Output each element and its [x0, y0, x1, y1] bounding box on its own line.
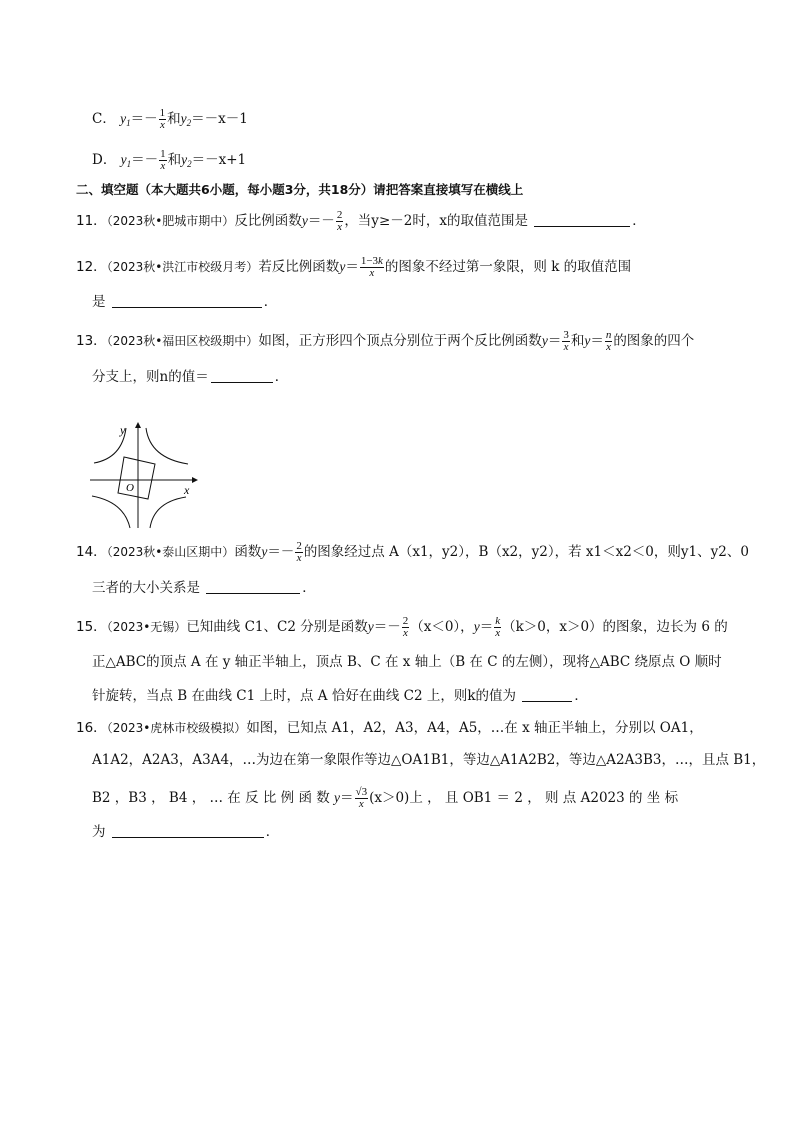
q14-y: y	[261, 544, 268, 559]
q15-fraction-1: $\frac{2}{x}$	[402, 615, 409, 639]
q15-end: ．	[574, 688, 588, 704]
q11-pre: 反比例函数	[234, 213, 302, 229]
y-axis-arrow	[135, 422, 141, 428]
q12-line2: 是	[92, 294, 106, 310]
q12-pre: 若反比例函数	[258, 259, 340, 275]
q16-number: 16．	[76, 720, 107, 736]
q13-source: （2023秋•福田区校级期中）	[106, 334, 259, 348]
option-c-y1: $y_1$	[120, 111, 131, 128]
option-d	[92, 149, 754, 174]
option-d-label: D．	[92, 152, 117, 168]
q13-end: ．	[274, 369, 289, 385]
q16-line4: 为	[92, 824, 106, 840]
section-title: 二、填空题（本大题共6小题，每小题3分，共18分）请把答案直接填写在横线上	[76, 182, 524, 197]
q15-answer-blank[interactable]	[522, 687, 572, 702]
q13-pre: 如图，正方形四个顶点分别位于两个反比例函数	[258, 333, 542, 349]
option-c-fraction: $\frac{1}{x}$	[159, 107, 166, 131]
q16-pre: 如图，已知点 A1，A2，A3，A4，A5，…在 x 轴正半轴上，分别以 OA1，	[246, 720, 703, 736]
q15-cond2: （k＞0，x＞0）的图象，边长为 6 的	[502, 619, 728, 635]
q14-number: 14．	[76, 544, 107, 560]
q16-y: y	[334, 790, 341, 805]
question-11: 11．（2023秋•肥城市期中）反比例函数y＝－ $\frac{2}{x}$ ，当y≥－2时，x的取值范围是 ．	[76, 209, 646, 233]
q13-y2: y	[584, 333, 591, 348]
option-d-y2: $y_2$	[181, 152, 192, 169]
q16-line3a: B2 ，B3 ， B4 ， … 在 反 比 例 函 数	[92, 790, 330, 806]
q13-answer-blank[interactable]	[211, 368, 273, 383]
question-14: 14．（2023秋•泰山区期中）函数y＝－ $\frac{2}{x}$ 的图象经过点 A（x1，y2），B（x2，y2），若 x1＜x2＜0，则y1、y2、0	[76, 540, 749, 564]
q14-end: ．	[302, 580, 316, 596]
q15-y2: y	[473, 619, 480, 634]
x-axis-label: x	[184, 483, 190, 497]
q15-pre: 已知曲线 C1、C2 分别是函数	[186, 619, 368, 635]
q14-line2: 三者的大小关系是	[92, 580, 200, 596]
hyperbola-branch-q3	[92, 496, 130, 528]
q13-y1: y	[541, 333, 548, 348]
q13-and: 和	[570, 333, 585, 349]
q12-y: y	[339, 259, 346, 274]
question-15-line2: 正△ABC的顶点 A 在 y 轴正半轴上，顶点 B、C 在 x 轴上（B 在 C 的左侧），现将△ABC 绕原点 O 顺时	[92, 654, 722, 670]
q11-end: ．	[632, 213, 646, 229]
question-16	[76, 718, 754, 738]
origin-label: O	[126, 482, 134, 494]
q12-answer-blank[interactable]	[112, 293, 262, 308]
q16-source: （2023•虎林市校级模拟）	[106, 721, 247, 735]
question-14-line2	[92, 578, 754, 598]
option-c-and: 和	[167, 111, 181, 127]
q11-y: y	[301, 213, 308, 228]
q11-answer-blank[interactable]	[534, 212, 630, 227]
hyperbola-branch-q4	[150, 497, 186, 528]
option-d-eq1: ＝－	[131, 152, 159, 168]
q11-source: （2023秋•肥城市期中）	[106, 214, 235, 228]
q16-answer-blank[interactable]	[112, 823, 264, 838]
q11-mid: ，当y≥－2时，x的取值范围是	[344, 213, 528, 229]
q15-source: （2023•无锡）	[106, 620, 187, 634]
q16-end: ．	[265, 824, 280, 840]
q15-cond1: （x＜0），	[410, 619, 474, 635]
question-16-line2: A1A2，A2A3，A3A4，…为边在第一象限作等边△OA1B1，等边△A1A2B2，等边△A2A3B3，…，且点 B1，	[92, 752, 766, 768]
q12-mid: 的图象不经过第一象限，则 k 的取值范围	[384, 259, 632, 275]
question-16-line3: B2 ，B3 ， B4 ， … 在 反 比 例 函 数 y＝ $\frac{√3}{x}$ (x＞0)上 ， 且 OB1 ＝ 2 ， 则 点 A2023 的 坐 标	[92, 786, 679, 810]
option-c-rhs2: ＝－x－1	[191, 111, 248, 127]
question-16-line4	[92, 822, 754, 842]
question-13: 13．（2023秋•福田区校级期中）如图，正方形四个顶点分别位于两个反比例函数y＝ $\frac{3}{x}$ 和y＝ $\frac{n}{x}$ 的图象的四个	[76, 329, 695, 353]
q14-mid: 的图象经过点 A（x1，y2），B（x2，y2），若 x1＜x2＜0，则y1、y2、0	[303, 544, 749, 560]
option-d-and: 和	[167, 152, 182, 168]
q14-pre: 函数	[234, 544, 262, 560]
option-c-label: C．	[92, 111, 116, 127]
q12-end: ．	[263, 294, 278, 310]
q15-number: 15．	[76, 619, 107, 635]
q14-answer-blank[interactable]	[206, 579, 300, 594]
q12-number: 12．	[76, 259, 107, 275]
q13-fraction-1: $\frac{3}{x}$	[563, 329, 569, 353]
q12-fraction: $\frac{1-3k}{x}$	[360, 255, 383, 279]
q14-fraction: $\frac{2}{x}$	[296, 540, 302, 564]
question-13-line2	[92, 367, 754, 387]
option-d-y1: $y_1$	[120, 152, 132, 169]
question-12-line2	[92, 292, 754, 312]
question-15: 15．（2023•无锡）已知曲线 C1、C2 分别是函数y＝－ $\frac{2}{x}$ （x＜0），y＝ $\frac{k}{x}$ （k＞0，x＞0）的图象，边长为 6 的	[76, 615, 728, 639]
y-axis-label: y	[120, 423, 126, 437]
q12-source: （2023秋•洪江市校级月考）	[106, 260, 259, 274]
q15-line3: 针旋转，当点 B 在曲线 C1 上时，点 A 恰好在曲线 C2 上，则k的值为	[92, 688, 517, 704]
x-axis-arrow	[192, 477, 198, 483]
q11-fraction: $\frac{2}{x}$	[336, 209, 343, 233]
q13-line2: 分支上，则n的值＝	[92, 369, 209, 385]
question-15-line3	[92, 686, 754, 706]
q13-fraction-2: $\frac{n}{x}$	[605, 329, 612, 353]
q11-number: 11．	[76, 213, 107, 229]
hyperbola-branch-q1	[146, 428, 188, 464]
q13-mid: 的图象的四个	[613, 333, 695, 349]
option-d-fraction: $\frac{1}{x}$	[160, 148, 166, 172]
option-c	[92, 108, 754, 133]
hyperbola-square-figure	[88, 420, 198, 530]
option-c-y2: $y_2$	[180, 111, 192, 128]
option-d-rhs2: ＝－x+1	[191, 152, 247, 168]
q15-fraction-2: $\frac{k}{x}$	[495, 615, 501, 639]
q14-source: （2023秋•泰山区期中）	[106, 545, 235, 559]
option-c-eq1: ＝－	[130, 111, 158, 127]
q15-y1: y	[367, 619, 374, 634]
q16-line3b: (x＞0)上 ， 且 OB1 ＝ 2 ， 则 点 A2023 的 坐 标	[369, 790, 679, 806]
square	[118, 457, 155, 499]
q16-fraction: $\frac{√3}{x}$	[355, 786, 368, 810]
question-12: 12．（2023秋•洪江市校级月考）若反比例函数y＝ $\frac{1-3k}{x}$ 的图象不经过第一象限，则 k 的取值范围	[76, 255, 632, 279]
q13-number: 13．	[76, 333, 107, 349]
